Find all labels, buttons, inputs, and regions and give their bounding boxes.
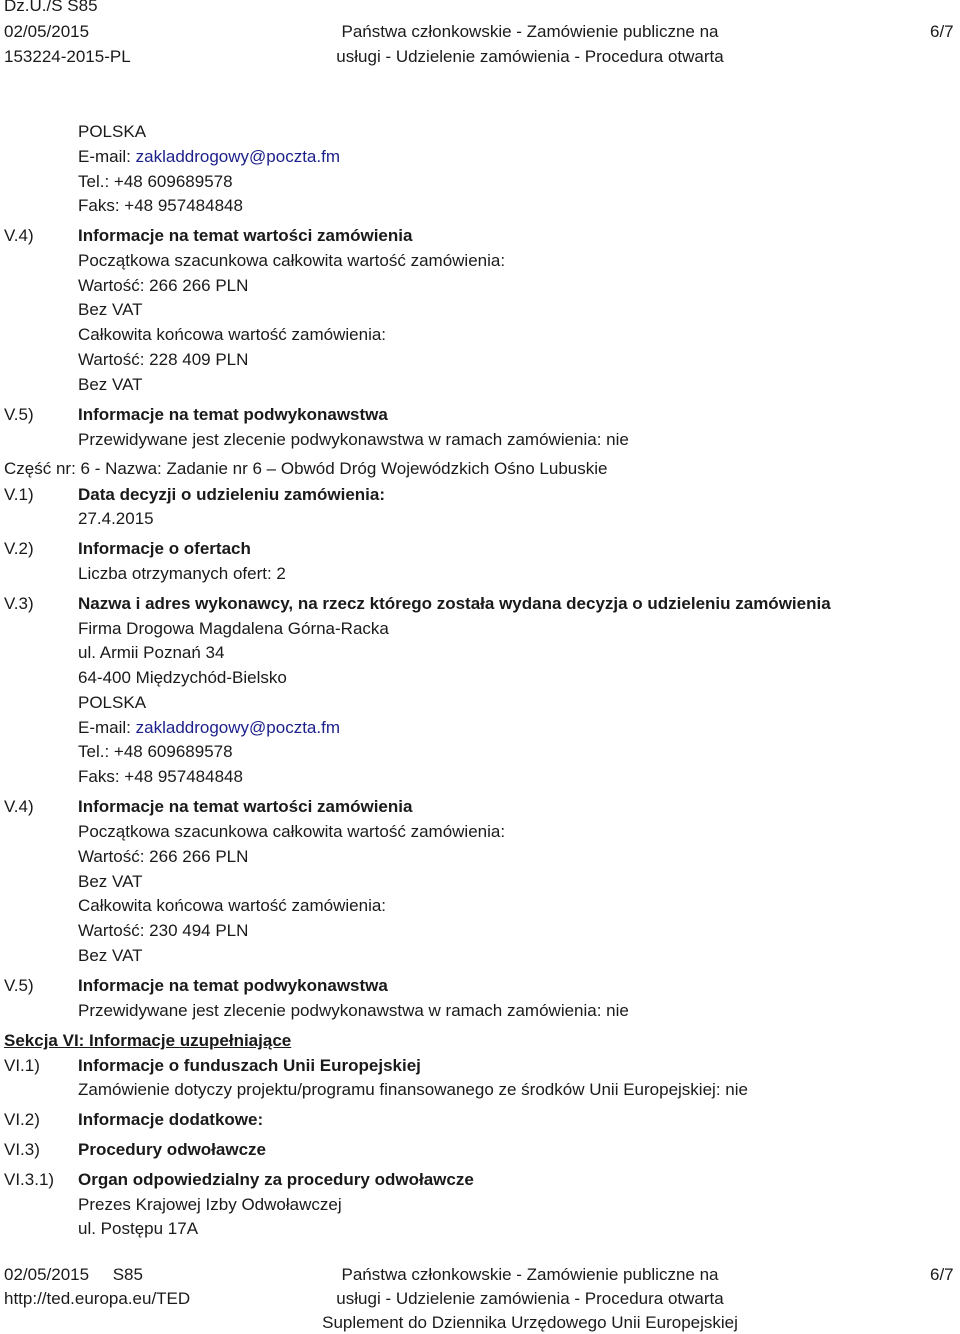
section-number: V.4) bbox=[4, 226, 34, 245]
header-notice-id: 153224-2015-PL bbox=[4, 47, 131, 66]
section-number: V.1) bbox=[4, 485, 34, 504]
offers-count: Liczba otrzymanych ofert: 2 bbox=[78, 564, 286, 583]
section-number: VI.3) bbox=[4, 1140, 40, 1159]
initial-value-label: Początkowa szacunkowa całkowita wartość zamówienia: bbox=[78, 251, 506, 270]
section-number: V.4) bbox=[4, 797, 34, 816]
initial-value: Wartość: 266 266 PLN bbox=[78, 276, 249, 295]
section-number: V.2) bbox=[4, 539, 34, 558]
section-title: Informacje dodatkowe: bbox=[78, 1110, 264, 1129]
initial-value: Wartość: 266 266 PLN bbox=[78, 847, 249, 866]
email-link[interactable]: zakladdrogowy@poczta.fm bbox=[135, 147, 340, 166]
contractor-name: Firma Drogowa Magdalena Górna-Racka bbox=[78, 619, 389, 638]
footer-title-line1: Państwa członkowskie - Zamówienie publiczne na bbox=[341, 1265, 719, 1284]
section-number: V.3) bbox=[4, 594, 34, 613]
eu-funds-text: Zamówienie dotyczy projektu/programu finansowanego ze środków Unii Europejskiej: nie bbox=[78, 1080, 748, 1099]
address-country: POLSKA bbox=[78, 122, 147, 141]
final-value: Wartość: 230 494 PLN bbox=[78, 921, 249, 940]
tel-line: Tel.: +48 609689578 bbox=[78, 742, 233, 761]
email-line bbox=[78, 718, 340, 738]
fax-line: Faks: +48 957484848 bbox=[78, 767, 243, 786]
section-number: VI.2) bbox=[4, 1110, 40, 1129]
email-link[interactable]: zakladdrogowy@poczta.fm bbox=[135, 718, 340, 737]
footer-date: 02/05/2015 S85 bbox=[4, 1265, 143, 1284]
section-title: Data decyzji o udzieleniu zamówienia: bbox=[78, 485, 386, 504]
fax-line: Faks: +48 957484848 bbox=[78, 196, 243, 215]
section-title: Informacje o funduszach Unii Europejskiej bbox=[78, 1056, 421, 1075]
subcontracting-text: Przewidywane jest zlecenie podwykonawstwa w ramach zamówienia: nie bbox=[78, 1001, 629, 1020]
final-value: Wartość: 228 409 PLN bbox=[78, 350, 249, 369]
footer-url[interactable]: http://ted.europa.eu/TED bbox=[4, 1289, 191, 1308]
email-line bbox=[78, 147, 340, 167]
award-date: 27.4.2015 bbox=[78, 509, 154, 528]
header-journal: Dz.U./S S85 bbox=[4, 0, 98, 15]
footer-title-line3: Suplement do Dziennika Urzędowego Unii Europejskiej bbox=[322, 1313, 738, 1332]
section-number: VI.3.1) bbox=[4, 1170, 55, 1189]
section-title: Procedury odwoławcze bbox=[78, 1140, 266, 1159]
email-label: E-mail: bbox=[78, 147, 131, 166]
review-body-name: Prezes Krajowej Izby Odwoławczej bbox=[78, 1195, 342, 1214]
section-title: Informacje na temat wartości zamówienia bbox=[78, 797, 413, 816]
initial-value-label: Początkowa szacunkowa całkowita wartość zamówienia: bbox=[78, 822, 506, 841]
header-title-line1: Państwa członkowskie - Zamówienie publiczne na bbox=[341, 22, 719, 41]
final-vat: Bez VAT bbox=[78, 946, 143, 965]
footer-page: 6/7 bbox=[930, 1265, 954, 1284]
subcontracting-text: Przewidywane jest zlecenie podwykonawstwa w ramach zamówienia: nie bbox=[78, 430, 629, 449]
footer-title-line2: usługi - Udzielenie zamówienia - Procedura otwarta bbox=[336, 1289, 724, 1308]
review-body-street: ul. Postępu 17A bbox=[78, 1219, 199, 1238]
part-heading: Część nr: 6 - Nazwa: Zadanie nr 6 – Obwód Dróg Wojewódzkich Ośno Lubuskie bbox=[4, 459, 608, 478]
section-number: V.5) bbox=[4, 405, 34, 424]
header-title-line2: usługi - Udzielenie zamówienia - Procedura otwarta bbox=[336, 47, 724, 66]
final-value-label: Całkowita końcowa wartość zamówienia: bbox=[78, 896, 387, 915]
contractor-street: ul. Armii Poznań 34 bbox=[78, 643, 225, 662]
section-number: V.5) bbox=[4, 976, 34, 995]
tel-line: Tel.: +48 609689578 bbox=[78, 172, 233, 191]
contractor-city: 64-400 Międzychód-Bielsko bbox=[78, 668, 287, 687]
initial-vat: Bez VAT bbox=[78, 300, 143, 319]
section-heading: Sekcja VI: Informacje uzupełniające bbox=[4, 1031, 292, 1050]
header-page: 6/7 bbox=[930, 22, 954, 41]
header-date: 02/05/2015 bbox=[4, 22, 90, 41]
section-title: Organ odpowiedzialny za procedury odwoławcze bbox=[78, 1170, 474, 1189]
section-title: Informacje o ofertach bbox=[78, 539, 251, 558]
section-title: Informacje na temat wartości zamówienia bbox=[78, 226, 413, 245]
section-number: VI.1) bbox=[4, 1056, 40, 1075]
section-title: Informacje na temat podwykonawstwa bbox=[78, 405, 388, 424]
contractor-country: POLSKA bbox=[78, 693, 147, 712]
final-vat: Bez VAT bbox=[78, 375, 143, 394]
email-label: E-mail: bbox=[78, 718, 131, 737]
section-title: Informacje na temat podwykonawstwa bbox=[78, 976, 388, 995]
section-title: Nazwa i adres wykonawcy, na rzecz którego została wydana decyzja o udzieleniu zamówienia bbox=[78, 594, 831, 613]
final-value-label: Całkowita końcowa wartość zamówienia: bbox=[78, 325, 387, 344]
initial-vat: Bez VAT bbox=[78, 872, 143, 891]
